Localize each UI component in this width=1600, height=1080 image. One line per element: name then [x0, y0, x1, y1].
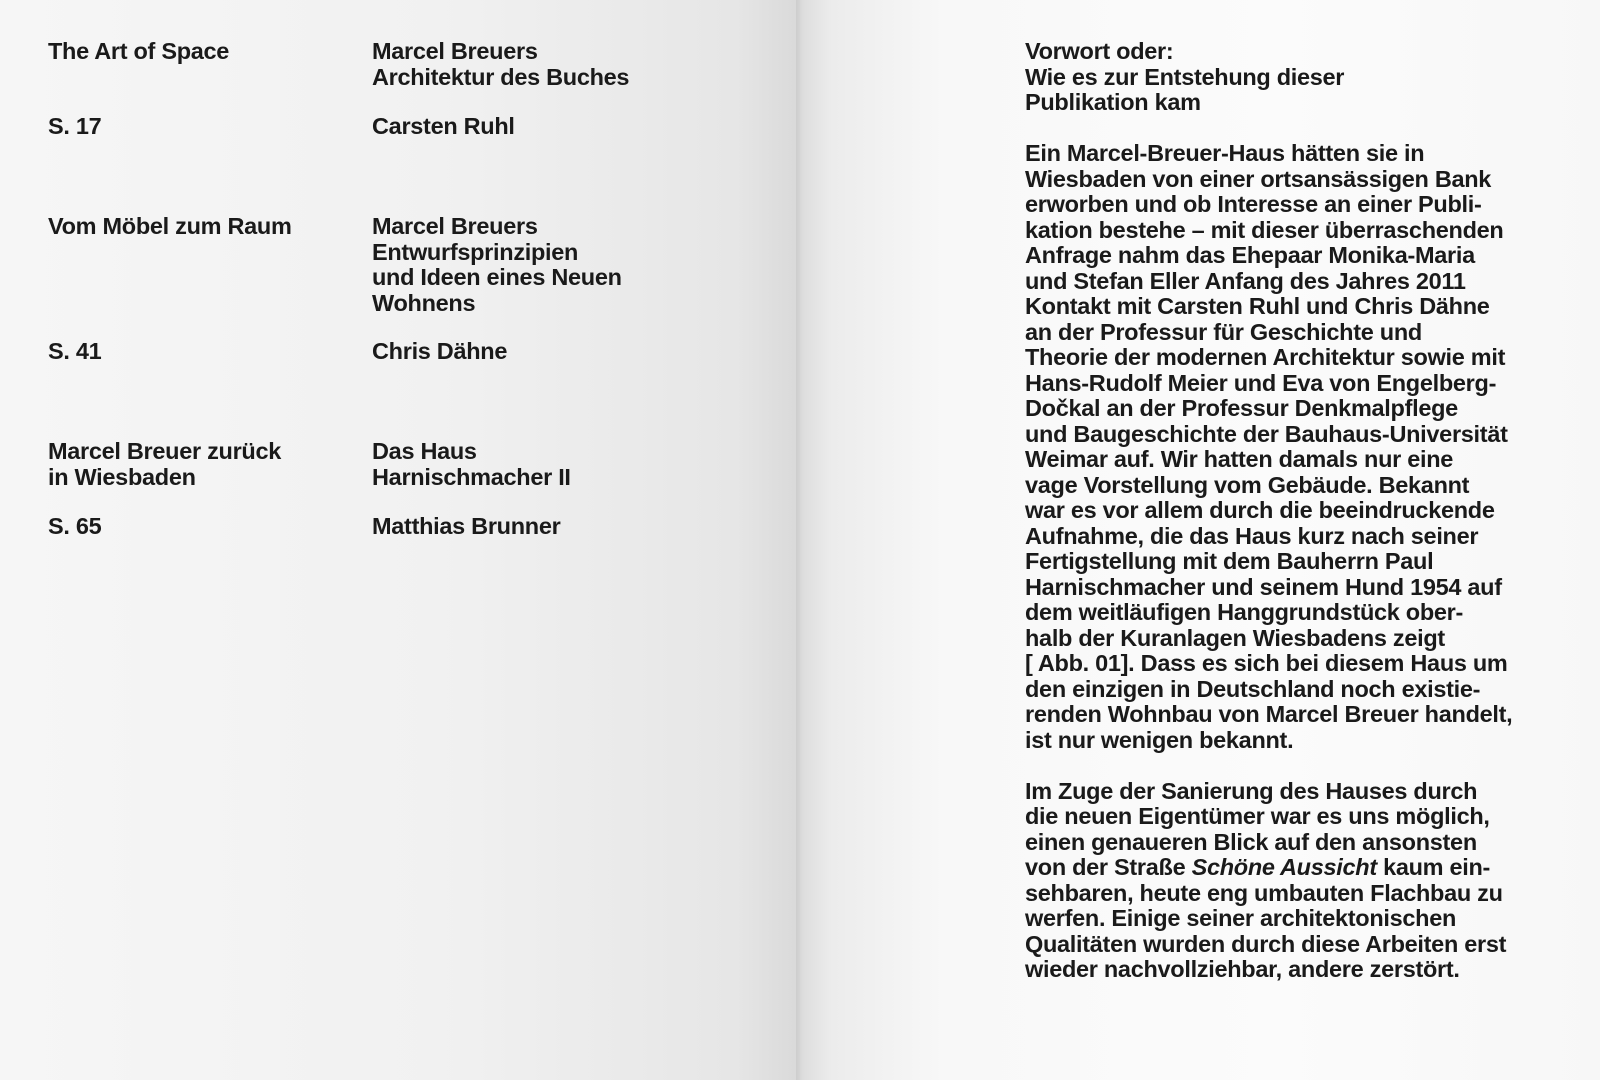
text-line: Kontakt mit Carsten Ruhl und Chris Dähne	[1025, 293, 1490, 319]
text-line: Qualitäten wurden durch diese Arbeiten erst	[1025, 930, 1507, 957]
article-title-line: Harnischmacher II	[372, 463, 571, 490]
text-line	[1025, 855, 1585, 881]
text-line: Wiesbaden von einer ortsansässigen Bank	[1025, 165, 1492, 192]
foreword-heading-line: Wie es zur Entstehung dieser	[1025, 63, 1345, 90]
article-title-line: Wohnens	[372, 289, 476, 316]
article-title	[372, 39, 752, 90]
section-title	[48, 214, 348, 240]
text-line: vage Vorstellung vom Gebäude. Bekannt	[1025, 471, 1470, 498]
text-line: die neuen Eigentümer war es uns möglich,	[1025, 803, 1490, 829]
text-line: ist nur wenigen bekannt.	[1025, 726, 1294, 753]
text-line: Aufnahme, die das Haus kurz nach seiner	[1025, 522, 1479, 549]
book-gutter	[796, 0, 804, 1080]
text-line: erworben und ob Interesse an einer Publi-	[1025, 191, 1482, 217]
article-title-line: Marcel Breuers	[372, 213, 538, 239]
section-title	[48, 439, 348, 490]
article-title	[372, 214, 752, 316]
text-line: Dočkal an der Professur Denkmalpflege	[1025, 395, 1458, 421]
street-name: Schöne Aussicht	[1191, 854, 1377, 880]
author-name: Carsten Ruhl	[372, 113, 515, 139]
text-line: den einzigen in Deutschland noch existie-	[1025, 675, 1481, 702]
article-title-line: Marcel Breuers	[372, 38, 538, 64]
section-title	[48, 39, 348, 65]
author-name: Matthias Brunner	[372, 513, 561, 539]
text-line: einen genaueren Blick auf den ansonsten	[1025, 828, 1477, 855]
foreword-paragraph	[1025, 141, 1585, 753]
text-segment: kaum ein-	[1376, 854, 1491, 880]
text-line: werfen. Einige seiner architektonischen	[1025, 905, 1457, 931]
article-title-line: Architektur des Buches	[372, 63, 630, 90]
text-line: halb der Kuranlagen Wiesbadens zeigt	[1025, 624, 1445, 651]
text-line: renden Wohnbau von Marcel Breuer handelt,	[1025, 701, 1513, 727]
article-title	[372, 439, 752, 490]
page-reference: S. 41	[48, 338, 102, 364]
text-line: Hans-Rudolf Meier und Eva von Engelberg-	[1025, 369, 1497, 396]
text-line: Weimar auf. Wir hatten damals nur eine	[1025, 446, 1454, 472]
section-title-line: in Wiesbaden	[48, 463, 196, 490]
text-line: und Baugeschichte der Bauhaus-Universität	[1025, 420, 1508, 447]
text-line: [ Abb. 01]. Dass es sich bei diesem Haus um	[1025, 650, 1508, 676]
text-line: Anfrage nahm das Ehepaar Monika-Maria	[1025, 242, 1475, 268]
text-line: wieder nachvollziehbar, andere zerstört.	[1025, 956, 1460, 982]
author-name: Chris Dähne	[372, 338, 508, 364]
text-line: sehbaren, heute eng umbauten Flachbau zu	[1025, 879, 1503, 906]
article-title-line: und Ideen eines Neuen	[372, 264, 622, 290]
text-segment: von der Straße	[1025, 854, 1192, 880]
foreword-heading-line: Vorwort oder:	[1025, 38, 1174, 64]
text-line: an der Professur für Geschichte und	[1025, 318, 1422, 345]
text-line: Theorie der modernen Architektur sowie mit	[1025, 344, 1506, 370]
text-line: Ein Marcel-Breuer-Haus hätten sie in	[1025, 140, 1425, 166]
page-reference: S. 65	[48, 513, 102, 539]
foreword	[1025, 39, 1585, 1008]
foreword-paragraph	[1025, 779, 1585, 983]
page-reference: S. 17	[48, 113, 102, 139]
text-line: dem weitläufigen Hanggrundstück ober-	[1025, 599, 1464, 625]
text-line: und Stefan Eller Anfang des Jahres 2011	[1025, 267, 1466, 294]
text-line: war es vor allem durch die beeindruckende	[1025, 497, 1495, 523]
article-title-line: Entwurfsprinzipien	[372, 238, 579, 265]
text-line: Harnischmacher und seinem Hund 1954 auf	[1025, 573, 1502, 600]
article-title-line: Das Haus	[372, 438, 477, 464]
text-line: kation bestehe – mit dieser überraschenden	[1025, 216, 1504, 243]
section-title-line: Vom Möbel zum Raum	[48, 213, 292, 239]
foreword-heading	[1025, 39, 1585, 116]
foreword-heading-line: Publikation kam	[1025, 89, 1201, 115]
section-title-line: Marcel Breuer zurück	[48, 438, 282, 464]
text-line: Fertigstellung mit dem Bauherrn Paul	[1025, 548, 1434, 574]
text-line: Im Zuge der Sanierung des Hauses durch	[1025, 777, 1478, 804]
section-title-line: The Art of Space	[48, 38, 230, 64]
